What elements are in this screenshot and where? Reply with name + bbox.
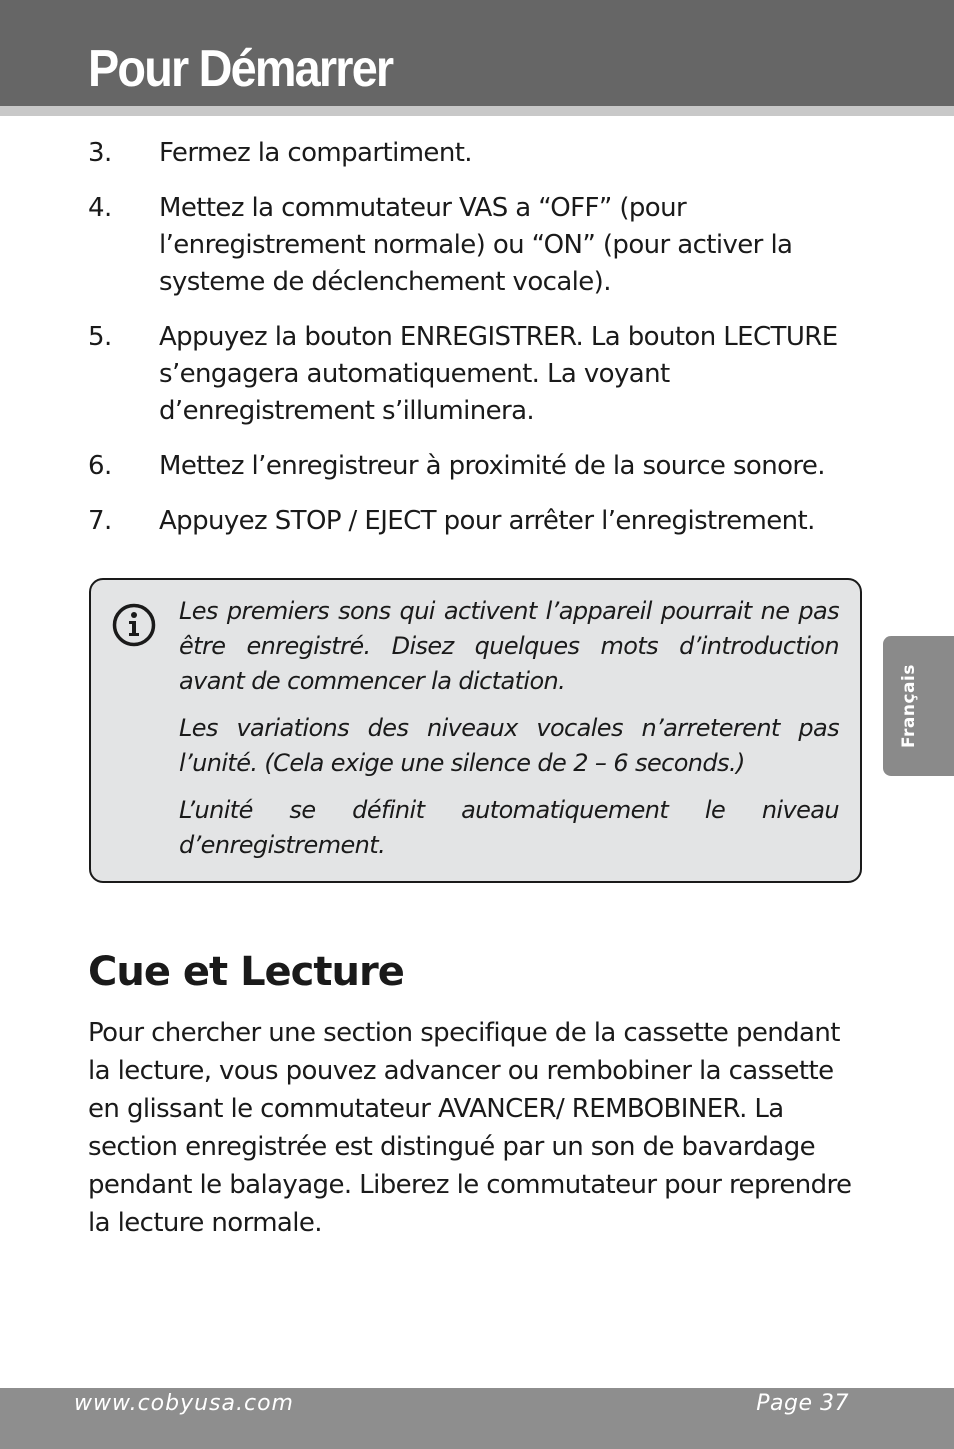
steps-list <box>88 135 878 558</box>
language-tab <box>883 636 954 776</box>
step-text: Appuyez la bouton ENREGISTRER. La bouton LECTURE s’engagera automatiquement. La voyant d’enregistrement s’illuminera. <box>159 322 838 426</box>
step-number: 7. <box>88 506 112 536</box>
note-box <box>89 578 862 883</box>
info-icon <box>111 602 157 648</box>
footer-url: www.cobyusa.com <box>74 1391 294 1416</box>
section-title: Cue et Lecture <box>88 949 404 995</box>
step-text: Mettez l’enregistreur à proximité de la source sonore. <box>159 451 825 481</box>
note-paragraph: Les variations des niveaux vocales n’arreterent pas l’unité. (Cela exige une silence de 2 – 6 seconds.) <box>179 714 839 777</box>
step-text: Fermez la compartiment. <box>159 138 472 168</box>
step-text: Mettez la commutateur VAS a “OFF” (pour l’enregistrement normale) ou “ON” (pour activer la systeme de déclenchement vocale). <box>159 193 793 297</box>
step-number: 4. <box>88 193 112 223</box>
step-number: 6. <box>88 451 112 481</box>
step-number: 5. <box>88 322 112 352</box>
note-paragraph: Les premiers sons qui activent l’appareil pourrait ne pas être enregistré. Disez quelques mots d’introduction avant de commencer la dictation. <box>179 597 839 695</box>
list-item <box>88 448 878 485</box>
step-text: Appuyez STOP / EJECT pour arrêter l’enregistrement. <box>159 506 815 536</box>
list-item <box>88 190 878 301</box>
step-number: 3. <box>88 138 112 168</box>
list-item <box>88 319 878 430</box>
page-number: Page 37 <box>756 1391 849 1416</box>
note-paragraph: L’unité se définit automatiquement le niveau d’enregistrement. <box>179 796 839 859</box>
language-tab-label: Français <box>899 664 919 748</box>
list-item <box>88 503 878 540</box>
list-item <box>88 135 878 172</box>
page-title: Pour Démarrer <box>88 40 393 98</box>
note-text <box>179 594 839 875</box>
header-stripe <box>0 106 954 116</box>
section-body: Pour chercher une section specifique de la cassette pendant la lecture, vous pouvez advancer ou rembobiner la cassette en glissant le commutateur AVANCER/ REMBOBINER. La section enregistrée est distingué par un son de bavardage pendant le balayage. Liberez le commutateur pour reprendre la lecture normale. <box>88 1018 852 1238</box>
